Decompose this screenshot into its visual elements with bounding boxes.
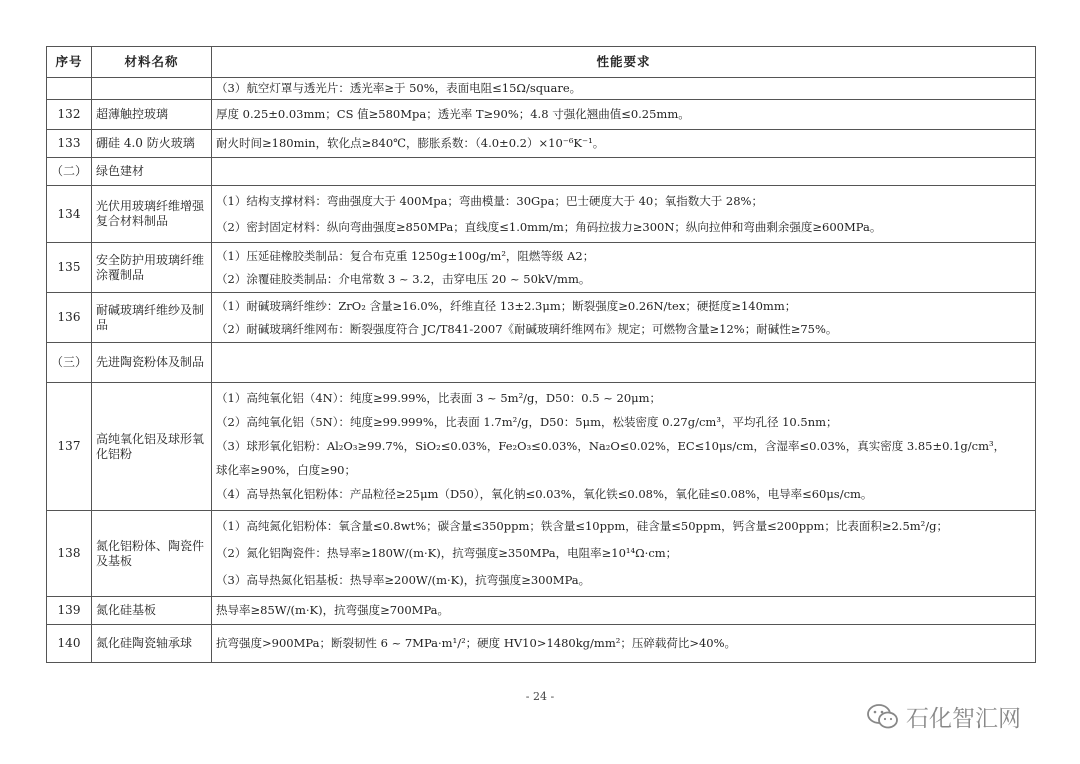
table-row: [47, 293, 1036, 343]
row-number: 134: [47, 186, 92, 243]
table-row: [47, 130, 1036, 158]
table-header-row: [47, 47, 1036, 78]
table-row: [47, 78, 1036, 100]
row-number: （二）: [47, 158, 92, 186]
requirement-line: 球化率≥90%，白度≥90；: [216, 463, 356, 478]
table-row: [47, 343, 1036, 383]
material-name: 氮化硅陶瓷轴承球: [92, 625, 212, 663]
row-number: 133: [47, 130, 92, 158]
row-number: （三）: [47, 343, 92, 383]
requirement-cell: [212, 383, 1036, 511]
spec-table: [46, 46, 1036, 663]
row-number: 140: [47, 625, 92, 663]
requirement-line: （2）密封固定材料：纵向弯曲强度≥850MPa；直线度≤1.0mm/m；角码拉拔力≥300N；纵向拉伸和弯曲剩余强度≥600MPa。: [216, 219, 882, 234]
table-row: [47, 625, 1036, 663]
requirement-cell: [212, 100, 1036, 130]
header-no: 序号: [47, 47, 92, 78]
requirement-line: [216, 160, 1031, 184]
requirement-line: （2）涂覆硅胶类制品：介电常数 3 ~ 3.2，击穿电压 20 ~ 50kV/mm。: [216, 271, 591, 286]
requirement-line: （3）球形氧化铝粉：Al₂O₃≥99.7%，SiO₂≤0.03%，Fe₂O₃≤0.03%，Na₂O≤0.02%，EC≤10μs/cm，含湿率≤0.03%，真实密度 3.85±0.1g/cm³，: [216, 439, 1006, 454]
row-number: [47, 78, 92, 100]
material-name: 耐碱玻璃纤维纱及制品: [92, 293, 212, 343]
material-name: 光伏用玻璃纤维增强复合材料制品: [92, 186, 212, 243]
row-number: 136: [47, 293, 92, 343]
requirement-line: （2）高纯氧化铝（5N）：纯度≥99.999%，比表面 1.7m²/g，D50：5μm，松装密度 0.27g/cm³，平均孔径 10.5nm；: [216, 415, 838, 430]
requirement-cell: [212, 343, 1036, 383]
requirement-line: （2）氮化铝陶瓷件：热导率≥180W/(m·K)，抗弯强度≥350MPa，电阻率≥10¹⁴Ω·cm；: [216, 546, 678, 561]
requirement-line: （1）结构支撑材料：弯曲强度大于 400Mpa；弯曲模量：30Gpa；巴士硬度大于 40；氧指数大于 28%；: [216, 193, 763, 208]
requirement-cell: [212, 597, 1036, 625]
row-number: 132: [47, 100, 92, 130]
requirement-cell: [212, 511, 1036, 597]
requirement-cell: [212, 158, 1036, 186]
requirement-cell: [212, 130, 1036, 158]
requirement-cell: [212, 625, 1036, 663]
material-name: 安全防护用玻璃纤维涂覆制品: [92, 243, 212, 293]
requirement-line: （3）航空灯罩与透光片：透光率≥于 50%，表面电阻≤15Ω/square。: [216, 81, 582, 96]
requirement-line: （2）耐碱玻璃纤维网布：断裂强度符合 JC/T841-2007《耐碱玻璃纤维网布》规定；可燃物含量≥12%；耐碱性≥75%。: [216, 321, 838, 336]
material-name: 氮化硅基板: [92, 597, 212, 625]
material-name: 先进陶瓷粉体及制品: [92, 343, 212, 383]
header-name: 材料名称: [92, 47, 212, 78]
requirement-line: 耐火时间≥180min，软化点≥840℃，膨胀系数：（4.0±0.2）×10⁻⁶K⁻¹。: [216, 136, 605, 151]
header-req: 性能要求: [212, 47, 1036, 78]
row-number: 138: [47, 511, 92, 597]
requirement-cell: [212, 243, 1036, 293]
table-row: [47, 383, 1036, 511]
material-name: 氮化铝粉体、陶瓷件及基板: [92, 511, 212, 597]
material-name: [92, 78, 212, 100]
table-row: [47, 186, 1036, 243]
table-row: [47, 100, 1036, 130]
table-row: [47, 158, 1036, 186]
table-body: [47, 78, 1036, 663]
requirement-line: 抗弯强度>900MPa；断裂韧性 6 ~ 7MPa·m¹/²；硬度 HV10>1480kg/mm²；压碎载荷比>40%。: [216, 636, 737, 651]
material-name: 硼硅 4.0 防火玻璃: [92, 130, 212, 158]
wechat-icon: [866, 703, 900, 731]
watermark: [866, 700, 1021, 733]
requirement-line: （3）高导热氮化铝基板：热导率≥200W/(m·K)，抗弯强度≥300MPa。: [216, 573, 591, 588]
row-number: 135: [47, 243, 92, 293]
requirement-line: [216, 345, 1031, 381]
table-row: [47, 597, 1036, 625]
material-name: 高纯氧化铝及球形氧化铝粉: [92, 383, 212, 511]
material-name: 绿色建材: [92, 158, 212, 186]
row-number: 137: [47, 383, 92, 511]
requirement-line: （1）压延硅橡胶类制品：复合布克重 1250g±100g/m²，阻燃等级 A2；: [216, 248, 595, 263]
requirement-cell: [212, 293, 1036, 343]
requirement-line: 热导率≥85W/(m·K)，抗弯强度≥700MPa。: [216, 603, 450, 618]
watermark-text: 石化智汇网: [906, 706, 1021, 732]
requirement-cell: [212, 186, 1036, 243]
requirement-line: （4）高导热氧化铝粉体：产品粒径≥25μm（D50），氧化钠≤0.03%，氧化铁≤0.08%，氧化硅≤0.08%，电导率≤60μs/cm。: [216, 487, 873, 502]
requirement-line: （1）高纯氧化铝（4N）：纯度≥99.99%，比表面 3 ~ 5m²/g，D50：0.5 ~ 20μm；: [216, 391, 662, 406]
table-row: [47, 243, 1036, 293]
material-name: 超薄触控玻璃: [92, 100, 212, 130]
requirement-line: （1）高纯氮化铝粉体：氧含量≤0.8wt%；碳含量≤350ppm；铁含量≤10ppm，硅含量≤50ppm，钙含量≤200ppm；比表面积≥2.5m²/g；: [216, 519, 949, 534]
requirement-cell: [212, 78, 1036, 100]
table-row: [47, 511, 1036, 597]
row-number: 139: [47, 597, 92, 625]
page-number: - 24 -: [525, 690, 555, 703]
requirement-line: （1）耐碱玻璃纤维纱：ZrO₂ 含量≥16.0%，纤维直径 13±2.3μm；断裂强度≥0.26N/tex；硬挺度≥140mm；: [216, 298, 797, 313]
requirement-line: 厚度 0.25±0.03mm；CS 值≥580Mpa；透光率 T≥90%；4.8 寸强化翘曲值≤0.25mm。: [216, 107, 690, 122]
